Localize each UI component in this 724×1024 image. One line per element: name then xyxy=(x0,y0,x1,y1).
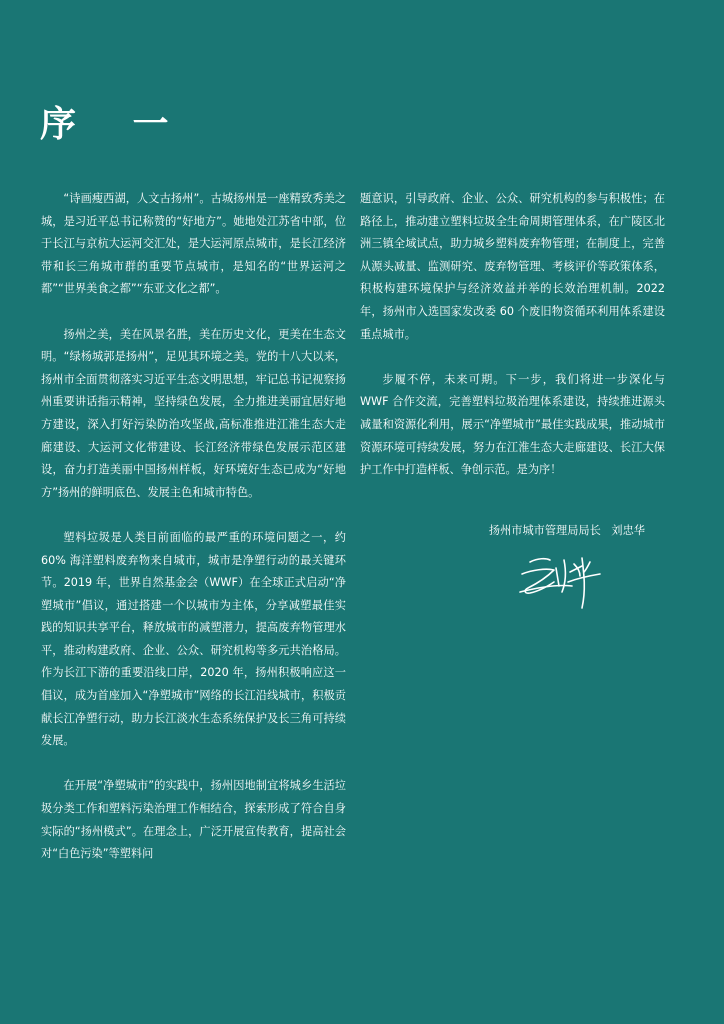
paragraph-beauty: 扬州之美，美在风景名胜，美在历史文化，更美在生态文明。“绿杨城郭是扬州”，足见其环境之美。党的十八大以来，扬州市全面贯彻落实习近平生态文明思想，牢记总书记视察扬州重要讲话指示精神，坚持绿色发展，全力推进美丽宜居好地方建设，深入打好污染防治攻坚战,高标准推进江淮生态大走廊建设、大运河文化带建设、长江经济带绿色发展示范区建设，奋力打造美丽中国扬州样板，好环境好生态已成为“好地方”扬州的鲜明底色、发展主色和城市特色。 xyxy=(41,327,346,499)
page-title: 序 一 xyxy=(40,104,191,145)
paragraph-intro: “诗画瘦西湖，人文古扬州”。古城扬州是一座精致秀美之城，是习近平总书记称赞的“好地方”。她地处江苏省中部，位于长江与京杭大运河交汇处，是大运河原点城市，是长江经济带和长三角城市群的重要节点城市，是知名的“世界运河之都”“世界美食之都”“东亚文化之都”。 xyxy=(41,192,346,296)
paragraph-plastic: 塑料垃圾是人类目前面临的最严重的环境问题之一，约 60% 海洋塑料废弃物来自城市，城市是净塑行动的最关键环节。2019 年，世界自然基金会（WWF）在全球正式启动“净塑城市”倡议，通过搭建一个以城市为主体，分享减塑最佳实践的知识共享平台，释放城市的减塑潜力，提高废弃物管理水平，推动构建政府、企业、公众、研究机构等多元共治格局。作为长江下游的重要沿线口岸，2020 年，扬州积极响应这一倡议，成为首座加入“净塑城市”网络的长江沿线城市，积极贡献长江净塑行动，助力长江淡水生态系统保护及长三角可持续发展。 xyxy=(41,530,346,748)
paragraph-practice-continued: 题意识，引导政府、企业、公众、研究机构的参与积极性；在路径上，推动建立塑料垃圾全生命周期管理体系，在广陵区北洲三镇全域试点，助力城乡塑料废弃物管理；在制度上，完善从源头减量、监测研究、废弃物管理、考核评价等政策体系，积极构建环境保护与经济效益并举的长效治理机制。2022 年，扬州市入选国家发改委 60 个废旧物资循环利用体系建设重点城市。 xyxy=(360,192,665,341)
handwritten-signature xyxy=(516,548,612,612)
right-text-column xyxy=(360,188,665,504)
author-byline: 扬州市城市管理局局长 刘忠华 xyxy=(488,524,645,537)
left-text-column xyxy=(41,188,346,888)
paragraph-practice: 在开展“净塑城市”的实践中，扬州因地制宜将城乡生活垃圾分类工作和塑料污染治理工作相结合，探索形成了符合自身实际的“扬州模式”。在理念上，广泛开展宣传教育，提高社会对“白色污染”等塑料问 xyxy=(41,779,346,861)
paragraph-closing: 步履不停，未来可期。下一步，我们将进一步深化与 WWF 合作交流，完善塑料垃圾治理体系建设，持续推进源头减量和资源化利用，展示“净塑城市”最佳实践成果，推动城市资源环境可持续发展，努力在江淮生态大走廊建设、长江大保护工作中打造样板、争创示范。是为序！ xyxy=(360,372,665,477)
